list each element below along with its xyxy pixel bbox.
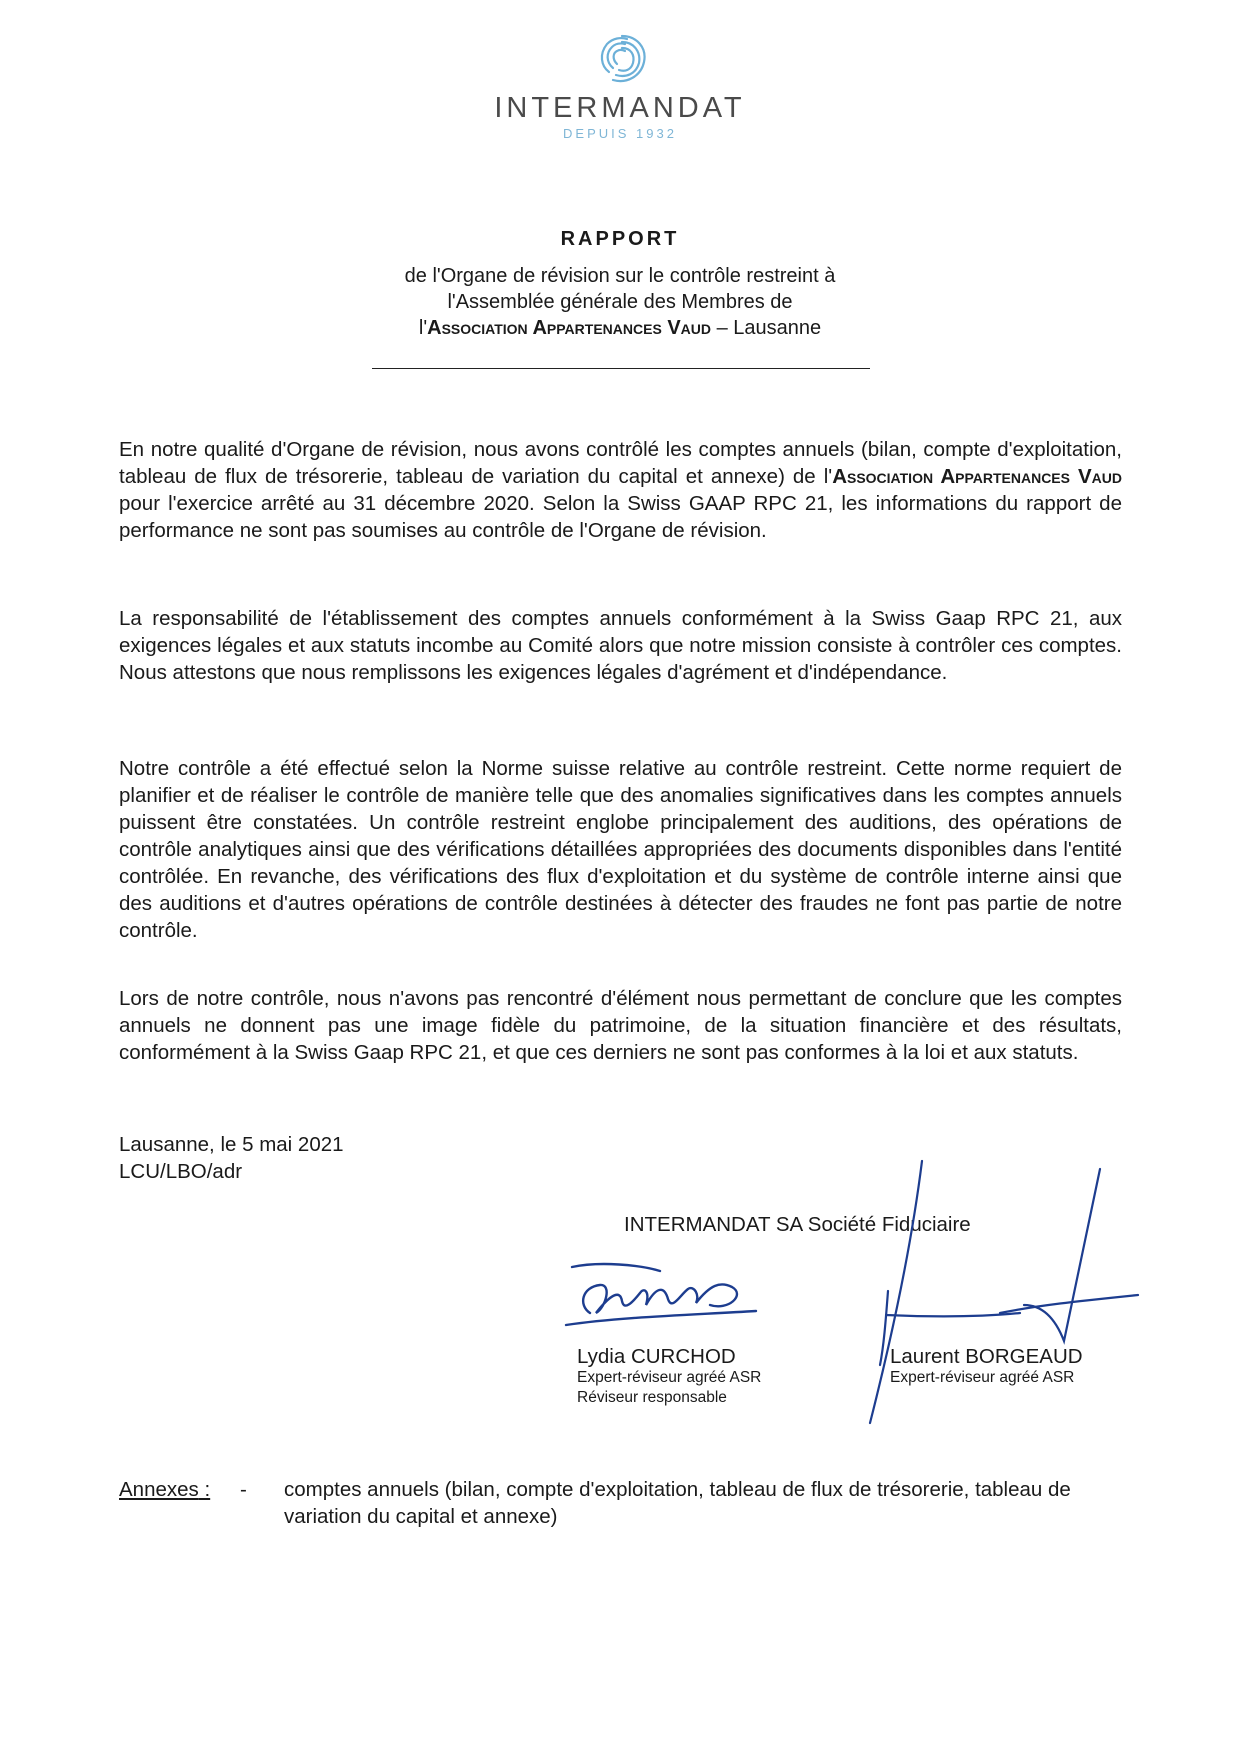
signature-curchod — [560, 1255, 780, 1335]
signatory-2-name: Laurent BORGEAUD — [890, 1345, 1083, 1368]
annexes-text: comptes annuels (bilan, compte d'exploitation, tableau de flux de trésorerie, tableau de variation du capital et annexe) — [284, 1478, 1071, 1528]
logo-wordmark: INTERMANDAT — [494, 92, 746, 124]
signatory-2-title: Expert-réviseur agréé ASR — [890, 1369, 1075, 1386]
signatory-1-role: Réviseur responsable — [577, 1389, 727, 1406]
subtitle-line-3: l'Association Appartenances Vaud – Lausanne — [418, 317, 822, 339]
signatory-1-title: Expert-réviseur agréé ASR — [577, 1369, 762, 1386]
subtitle-line-2: l'Assemblée générale des Membres de — [447, 291, 793, 313]
firm-name: INTERMANDAT SA Société Fiduciaire — [624, 1213, 971, 1236]
logo-tagline: DEPUIS 1932 — [563, 126, 677, 141]
paragraph-1: En notre qualité d'Organe de révision, nous avons contrôlé les comptes annuels (bilan, compte d'exploitation, tableau de flux de trésorerie, tableau de variation du capital et annexe) de l'Association Appartenances Vaud pour l'exercice arrêté au 31 décembre 2020. Selon la Swiss GAAP RPC 21, les informations du rapport de performance ne sont pas soumises au contrôle de l'Organe de révision. — [119, 438, 1122, 542]
paragraph-2: La responsabilité de l'établissement des comptes annuels conformément à la Swiss Gaap RPC 21, aux exigences légales et aux statuts incombe au Comité alors que notre mission consiste à contrôler ces comptes. Nous attestons que nous remplissons les exigences légales d'agrément et d'indépendance. — [119, 607, 1122, 684]
association-name-inline: Association Appartenances Vaud — [832, 465, 1122, 488]
signatory-1-name: Lydia CURCHOD — [577, 1345, 736, 1368]
paragraph-3: Notre contrôle a été effectué selon la Norme suisse relative au contrôle restreint. Cette norme requiert de planifier et de réaliser le contrôle de manière telle que des anomalies significatives dans les comptes annuels puissent être constatées. Un contrôle restreint englobe principalement des auditions, des opérations de contrôle analytiques ainsi que des vérifications détaillées appropriées des documents disponibles dans l'entité contrôlée. En revanche, des vérifications des flux d'exploitation et du système de contrôle interne ainsi que des auditions et d'autres opérations de contrôle destinées à détecter des fraudes ne font pas partie de notre contrôle. — [119, 757, 1122, 942]
report-title: RAPPORT — [560, 228, 680, 250]
reference-code: LCU/LBO/adr — [119, 1160, 243, 1183]
signature-borgeaud — [840, 1155, 1140, 1435]
association-name: Association Appartenances Vaud — [427, 317, 712, 339]
place-date: Lausanne, le 5 mai 2021 — [119, 1133, 344, 1156]
subtitle-line-1: de l'Organe de révision sur le contrôle restreint à — [404, 265, 836, 287]
swirl-logo-icon — [589, 26, 655, 92]
paragraph-4: Lors de notre contrôle, nous n'avons pas rencontré d'élément nous permettant de conclure que les comptes annuels ne donnent pas une image fidèle du patrimoine, de la situation financière et des résultats, conformément à la Swiss Gaap RPC 21, et que ces derniers ne sont pas conformes à la loi et aux statuts. — [119, 987, 1122, 1064]
annexes-label: Annexes : — [119, 1478, 211, 1501]
annexes-bullet: - — [240, 1478, 247, 1501]
heading-divider — [372, 368, 870, 369]
